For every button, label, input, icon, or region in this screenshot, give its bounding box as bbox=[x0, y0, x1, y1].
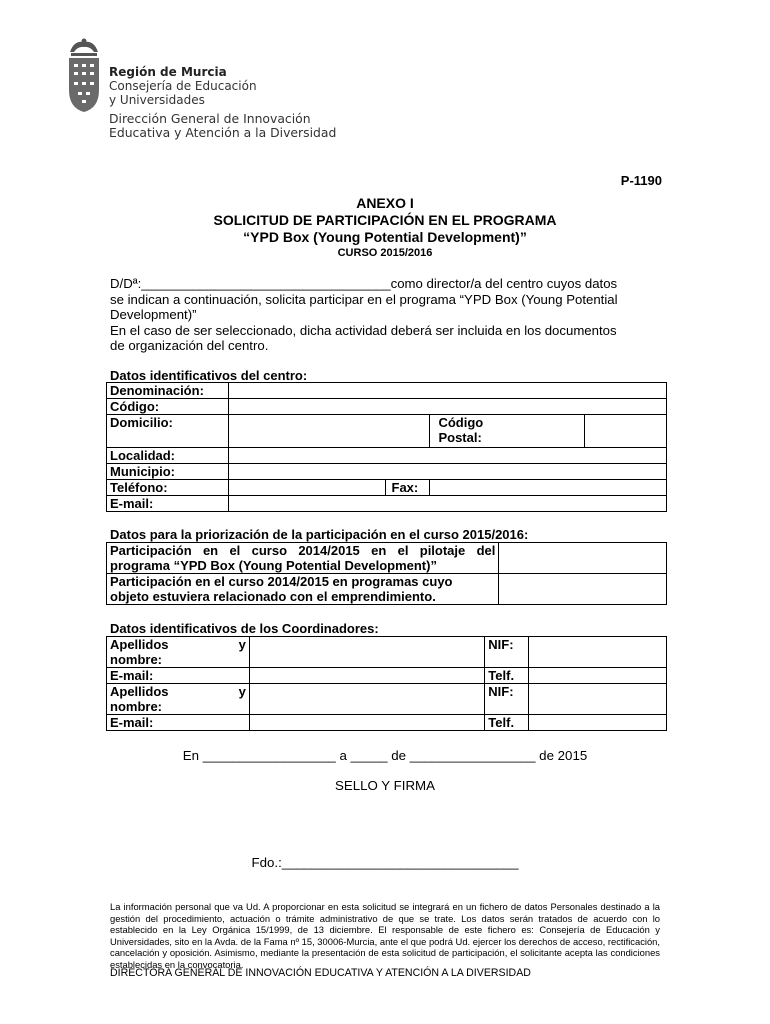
body-line-4: En el caso de ser seleccionado, dicha actividad deberá ser incluida en los documentos bbox=[110, 322, 617, 338]
body-line-2: se indican a continuación, solicita participar en el programa “YPD Box (Young Potential bbox=[110, 291, 618, 307]
title-request: SOLICITUD DE PARTICIPACIÓN EN EL PROGRAMA bbox=[213, 212, 557, 228]
coordinators-section-heading: Datos identificativos de los Coordinadores: bbox=[110, 621, 379, 636]
entrepreneurship-participation-field[interactable] bbox=[499, 574, 667, 605]
pilot-participation-line-1: Participación en el curso 2014/2015 en el pilotaje del bbox=[110, 543, 496, 558]
logo-line-1: Región de Murcia bbox=[109, 65, 227, 79]
codigo-postal-field[interactable] bbox=[585, 415, 667, 448]
email-field[interactable] bbox=[228, 496, 666, 512]
body-line-3: Development)” bbox=[110, 307, 197, 322]
domicilio-label: Domicilio: bbox=[107, 415, 229, 448]
form-code: P-1190 bbox=[620, 173, 662, 188]
coordinator-2-email-field[interactable] bbox=[249, 715, 484, 731]
pilot-participation-line-2: programa “YPD Box (Young Potential Development)” bbox=[110, 558, 437, 573]
seal-signature-label: SELLO Y FIRMA bbox=[334, 778, 435, 793]
body-line-1: D/Dª:__________________________________como director/a del centro cuyos datos bbox=[110, 276, 618, 291]
coordinator-2-telf-field[interactable] bbox=[529, 715, 667, 731]
coordinator-2-nif-field[interactable] bbox=[529, 684, 667, 715]
codigo-postal-label-line-2: Postal: bbox=[438, 430, 482, 445]
coordinator-2-nif-label: NIF: bbox=[485, 684, 529, 715]
body-line-5: de organización del centro. bbox=[110, 338, 269, 353]
entrepreneurship-participation-line-1: Participación en el curso 2014/2015 en programas cuyo bbox=[110, 574, 453, 589]
municipio-field[interactable] bbox=[228, 464, 666, 480]
apellidos-text: Apellidos bbox=[110, 684, 169, 699]
title-annex: ANEXO I bbox=[356, 195, 414, 211]
coordinator-2-name-label-line-1 bbox=[110, 684, 246, 699]
municipio-label: Municipio: bbox=[107, 464, 229, 480]
codigo-field[interactable] bbox=[228, 399, 666, 415]
coordinators-table bbox=[106, 636, 667, 731]
entrepreneurship-participation-label bbox=[107, 574, 499, 605]
localidad-field[interactable] bbox=[228, 448, 666, 464]
priority-section-heading: Datos para la priorización de la participación en el curso 2015/2016: bbox=[110, 527, 529, 542]
fax-label: Fax: bbox=[385, 480, 430, 496]
coordinator-1-email-label: E-mail: bbox=[107, 668, 250, 684]
centre-data-table bbox=[106, 382, 667, 512]
dept-line-2: Educativa y Atención a la Diversidad bbox=[109, 125, 337, 140]
body-paragraph bbox=[110, 276, 665, 354]
nombre-text: nombre: bbox=[110, 699, 162, 714]
nombre-text: nombre: bbox=[110, 652, 162, 667]
coordinator-1-name-label bbox=[107, 637, 250, 668]
y-text: y bbox=[238, 637, 246, 652]
codigo-postal-label-line-1: Código bbox=[438, 415, 484, 430]
logo-line-2: Consejería de Educación bbox=[109, 79, 257, 93]
director-general-signature: DIRECTORA GENERAL DE INNOVACIÓN EDUCATIVA Y ATENCIÓN A LA DIVERSIDAD bbox=[110, 967, 531, 979]
signed-by-line: Fdo.:________________________________ bbox=[251, 855, 519, 870]
coordinator-1-telf-label: Telf. bbox=[485, 668, 529, 684]
fax-field[interactable] bbox=[430, 480, 667, 496]
privacy-notice: La información personal que va Ud. A proporcionar en esta solicitud se integrará en un fichero de datos Personales destinado a la gestión del procedimiento, actuación o trámite administrativo de que se trate. Los datos serán tratados de acuerdo con lo establecido en la Ley Orgánica 15/1999, de 13 diciembre. El responsable de este fichero es: Consejería de Educación y Universidades, sito en la Avda. de la Fama nº 15, 30006-Murcia, ante el que podrá Ud. ejercer los derechos de acceso, rectificación, cancelación y oposición. Asimismo, mediante la presentación de esta solicitud de participación, el solicitante acepta las condiciones establecidas en la convocatoria. bbox=[110, 901, 660, 970]
y-text: y bbox=[238, 684, 246, 699]
coordinator-2-name-field[interactable] bbox=[249, 684, 484, 715]
coordinator-1-name-field[interactable] bbox=[249, 637, 484, 668]
coordinator-1-nif-field[interactable] bbox=[529, 637, 667, 668]
date-line: En __________________ a _____ de _________________ de 2015 bbox=[182, 748, 588, 763]
denominacion-label: Denominación: bbox=[107, 383, 229, 399]
coordinator-2-telf-label: Telf. bbox=[485, 715, 529, 731]
pilot-participation-label bbox=[107, 543, 499, 574]
title-course: CURSO 2015/2016 bbox=[337, 247, 433, 259]
telefono-label: Teléfono: bbox=[107, 480, 229, 496]
centre-section-heading: Datos identificativos del centro: bbox=[110, 368, 308, 383]
codigo-postal-label bbox=[430, 415, 585, 448]
pilot-participation-field[interactable] bbox=[499, 543, 667, 574]
coordinator-2-email-label: E-mail: bbox=[107, 715, 250, 731]
localidad-label: Localidad: bbox=[107, 448, 229, 464]
email-label: E-mail: bbox=[107, 496, 229, 512]
apellidos-text: Apellidos bbox=[110, 637, 169, 652]
department-name bbox=[109, 112, 336, 140]
priority-table bbox=[106, 542, 667, 605]
coordinator-1-nif-label: NIF: bbox=[485, 637, 529, 668]
entrepreneurship-participation-line-2: objeto estuviera relacionado con el emprendimiento. bbox=[110, 589, 436, 604]
coordinator-2-name-label bbox=[107, 684, 250, 715]
logo-line-3: y Universidades bbox=[109, 93, 205, 107]
region-name bbox=[109, 65, 257, 107]
title-program: “YPD Box (Young Potential Development)” bbox=[243, 229, 527, 245]
telefono-field[interactable] bbox=[228, 480, 385, 496]
domicilio-field[interactable] bbox=[228, 415, 430, 448]
denominacion-field[interactable] bbox=[228, 383, 666, 399]
codigo-label: Código: bbox=[107, 399, 229, 415]
region-murcia-coat-of-arms-icon bbox=[64, 38, 104, 114]
coordinator-1-name-label-line-1 bbox=[110, 637, 246, 652]
coordinator-1-email-field[interactable] bbox=[249, 668, 484, 684]
coordinator-1-telf-field[interactable] bbox=[529, 668, 667, 684]
dept-line-1: Dirección General de Innovación bbox=[109, 111, 311, 126]
